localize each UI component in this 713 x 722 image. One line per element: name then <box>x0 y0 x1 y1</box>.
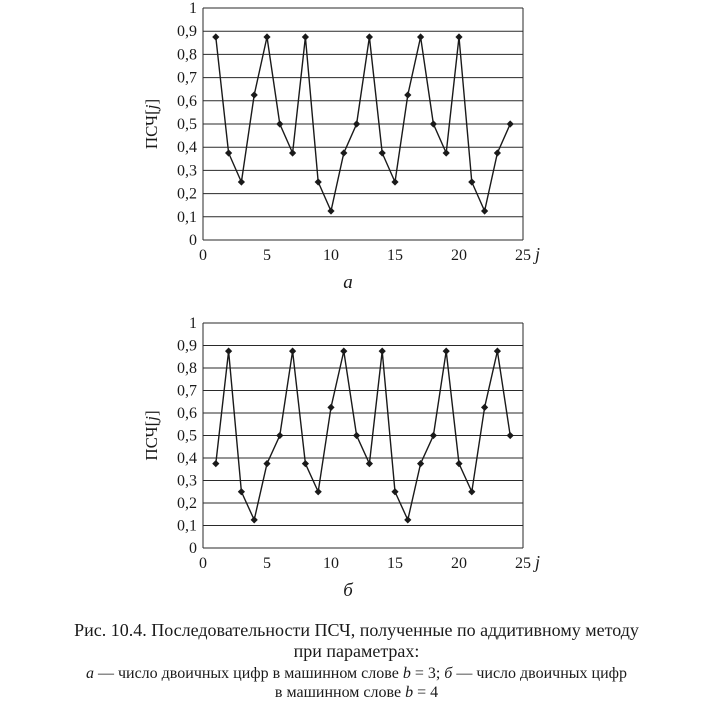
caption-eq4: = 4 <box>413 684 439 701</box>
data-point <box>225 149 232 156</box>
data-point <box>212 460 219 467</box>
data-point <box>302 33 309 40</box>
y-tick-label: 0,6 <box>177 92 197 110</box>
data-point <box>238 488 245 495</box>
y-axis-label: ПСЧ[j] <box>142 98 161 150</box>
y-tick-label: 0,2 <box>177 185 197 203</box>
y-tick-label: 0,4 <box>177 450 197 467</box>
data-point <box>494 348 501 355</box>
y-tick-label: 0 <box>189 540 197 557</box>
data-point <box>289 348 296 355</box>
panel-label: а <box>343 272 353 293</box>
caption-b-text: — число двоичных цифр <box>452 665 628 682</box>
x-tick-label: 0 <box>199 247 207 264</box>
caption-line2-text: в машинном слове <box>274 684 406 701</box>
y-tick-label: 0,9 <box>177 23 197 41</box>
data-point <box>327 404 334 411</box>
data-point <box>263 33 270 40</box>
data-point <box>366 33 373 40</box>
x-tick-label: 15 <box>387 555 403 572</box>
y-tick-label: 0,3 <box>177 472 197 490</box>
data-point <box>315 488 322 495</box>
caption-line-2 <box>0 684 713 702</box>
data-point <box>379 149 386 156</box>
y-axis-label: ПСЧ[j] <box>142 410 161 461</box>
y-tick-label: 0,1 <box>177 517 197 535</box>
x-tick-label: 20 <box>451 555 467 572</box>
data-point <box>340 348 347 355</box>
x-tick-label: 20 <box>451 247 467 264</box>
x-tick-label: 0 <box>199 555 207 572</box>
data-point <box>455 33 462 40</box>
y-tick-label: 0,3 <box>177 162 197 180</box>
caption-title-line2: при параметрах: <box>293 641 420 661</box>
chart-b <box>142 315 540 601</box>
y-tick-label: 0,2 <box>177 495 197 512</box>
panel-label: б <box>343 580 353 601</box>
data-point <box>263 460 270 467</box>
data-point <box>353 120 360 127</box>
data-point <box>391 488 398 495</box>
data-point <box>481 207 488 214</box>
chart-a <box>142 0 540 293</box>
data-point <box>494 149 501 156</box>
x-axis-label: j <box>535 552 541 572</box>
data-point <box>417 33 424 40</box>
data-point <box>366 460 373 467</box>
caption-eq3: = 3; <box>410 665 445 682</box>
caption-title-line1: Рис. 10.4. Последовательности ПСЧ, полученные по аддитивному методу <box>74 620 639 640</box>
x-axis-label: j <box>535 244 541 264</box>
x-tick-label: 25 <box>515 247 531 264</box>
y-tick-label: 0,5 <box>177 116 197 133</box>
x-tick-label: 25 <box>515 555 531 572</box>
data-point <box>430 120 437 127</box>
data-point <box>507 432 514 439</box>
data-point <box>225 348 232 355</box>
caption-a-label: а <box>85 665 94 682</box>
caption-a-text: — число двоичных цифр в машинном слове <box>93 665 403 682</box>
y-tick-label: 1 <box>189 0 197 17</box>
y-tick-label: 0,6 <box>177 405 197 422</box>
x-tick-label: 15 <box>387 247 403 264</box>
data-point <box>404 516 411 523</box>
y-tick-label: 0,8 <box>177 360 197 377</box>
caption-b-symbol: b <box>402 665 411 682</box>
data-point <box>212 33 219 40</box>
x-tick-label: 10 <box>323 555 339 572</box>
data-point <box>289 149 296 156</box>
data-point <box>443 348 450 355</box>
caption-line-1 <box>0 665 713 683</box>
y-tick-label: 0,9 <box>177 337 197 355</box>
data-point <box>468 488 475 495</box>
data-point <box>251 91 258 98</box>
data-point <box>340 149 347 156</box>
data-point <box>507 120 514 127</box>
y-tick-label: 0,7 <box>177 69 197 87</box>
y-tick-label: 0,8 <box>177 46 197 64</box>
data-point <box>302 460 309 467</box>
figure-caption-title <box>0 620 713 662</box>
y-tick-label: 0 <box>189 232 197 249</box>
data-point <box>391 178 398 185</box>
data-point <box>468 178 475 185</box>
data-point <box>276 432 283 439</box>
y-tick-label: 1 <box>189 315 197 332</box>
x-tick-label: 10 <box>323 247 339 264</box>
y-tick-label: 0,1 <box>177 208 197 226</box>
data-point <box>251 516 258 523</box>
data-point <box>417 460 424 467</box>
data-point <box>430 432 437 439</box>
data-point <box>327 207 334 214</box>
data-point <box>455 460 462 467</box>
data-point <box>353 432 360 439</box>
data-point <box>238 178 245 185</box>
caption-b-label: б <box>444 665 453 682</box>
data-point <box>443 149 450 156</box>
y-tick-label: 0,4 <box>177 139 197 157</box>
data-point <box>404 91 411 98</box>
x-tick-label: 5 <box>263 555 271 572</box>
caption-b-symbol-2: b <box>405 684 414 701</box>
data-point <box>379 348 386 355</box>
x-tick-label: 5 <box>263 247 271 264</box>
data-point <box>276 120 283 127</box>
y-tick-label: 0,5 <box>177 427 197 445</box>
data-point <box>481 404 488 411</box>
data-point <box>315 178 322 185</box>
y-tick-label: 0,7 <box>177 382 197 400</box>
